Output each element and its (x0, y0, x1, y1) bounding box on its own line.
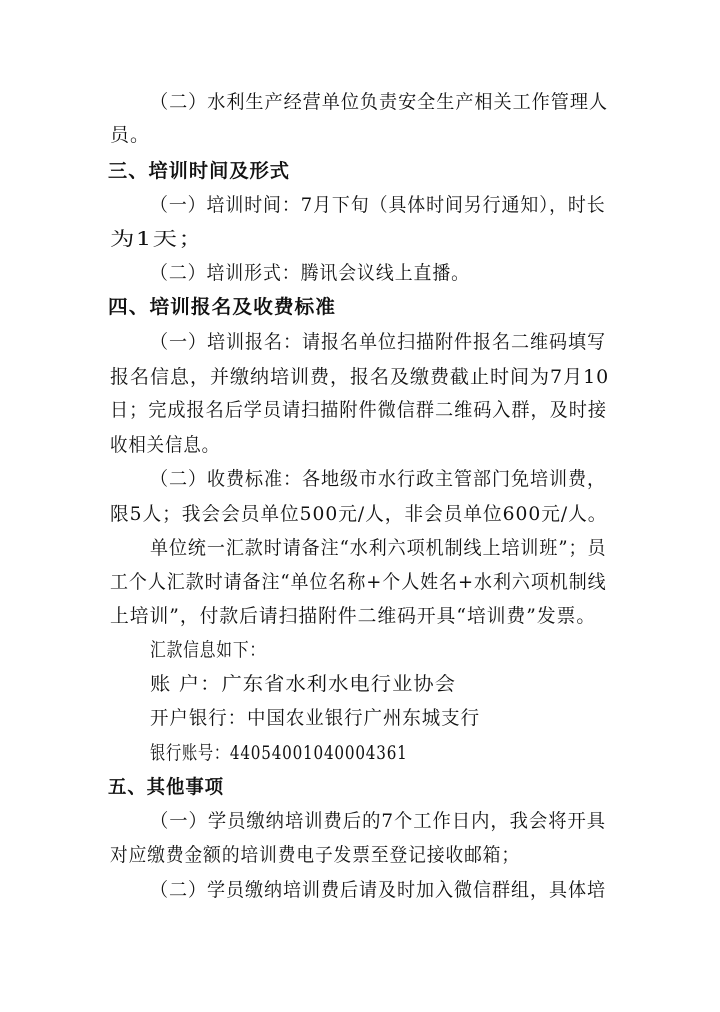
section-heading-4: 四、培训报名及收费标准 (108, 296, 337, 318)
text-line: （二）水利生产经营单位负责安全生产相关工作管理人 (150, 91, 609, 113)
text-line: 工个人汇款时请备注“单位名称+个人姓名+水利六项机制线 (110, 571, 607, 593)
text-line: （二）收费标准：各地级市水行政主管部门免培训费， (150, 468, 607, 490)
text-line: （二）学员缴纳培训费后请及时加入微信群组，具体培 (150, 879, 607, 901)
text-line: 单位统一汇款时请备注“水利六项机制线上培训班”；员 (150, 537, 607, 559)
text-line: 报名信息，并缴纳培训费，报名及缴费截止时间为7月10 (110, 366, 610, 388)
section-heading-5: 五、其他事项 (108, 776, 225, 798)
account-number-row: 银行账号：44054001040004361 (150, 742, 408, 764)
text-line: 为1天； (110, 228, 205, 250)
section-heading-3: 三、培训时间及形式 (108, 160, 291, 182)
bank-name-row: 开户银行：中国农业银行广州东城支行 (150, 707, 481, 729)
account-name-row: 账 户：广东省水利水电行业协会 (150, 673, 457, 695)
text-line: （一）学员缴纳培训费后的7个工作日内，我会将开具 (150, 810, 607, 832)
text-line: 限5人；我会会员单位500元/人，非会员单位600元/人。 (110, 503, 608, 525)
text-line: 员。 (110, 124, 151, 146)
text-line: 上培训”，付款后请扫描附件二维码开具“培训费”发票。 (110, 605, 597, 627)
text-line: 日；完成报名后学员请扫描附件微信群二维码入群，及时接 (110, 399, 608, 421)
text-line: 对应缴费金额的培训费电子发票至登记接收邮箱； (110, 844, 521, 866)
text-line: 收相关信息。 (110, 434, 221, 456)
text-line: 汇款信息如下： (150, 639, 267, 661)
text-line: （一）培训时间：7月下旬（具体时间另行通知），时长 (150, 194, 606, 216)
text-line: （二）培训形式：腾讯会议线上直播。 (150, 262, 471, 284)
text-line: （一）培训报名：请报名单位扫描附件报名二维码填写 (150, 331, 607, 353)
